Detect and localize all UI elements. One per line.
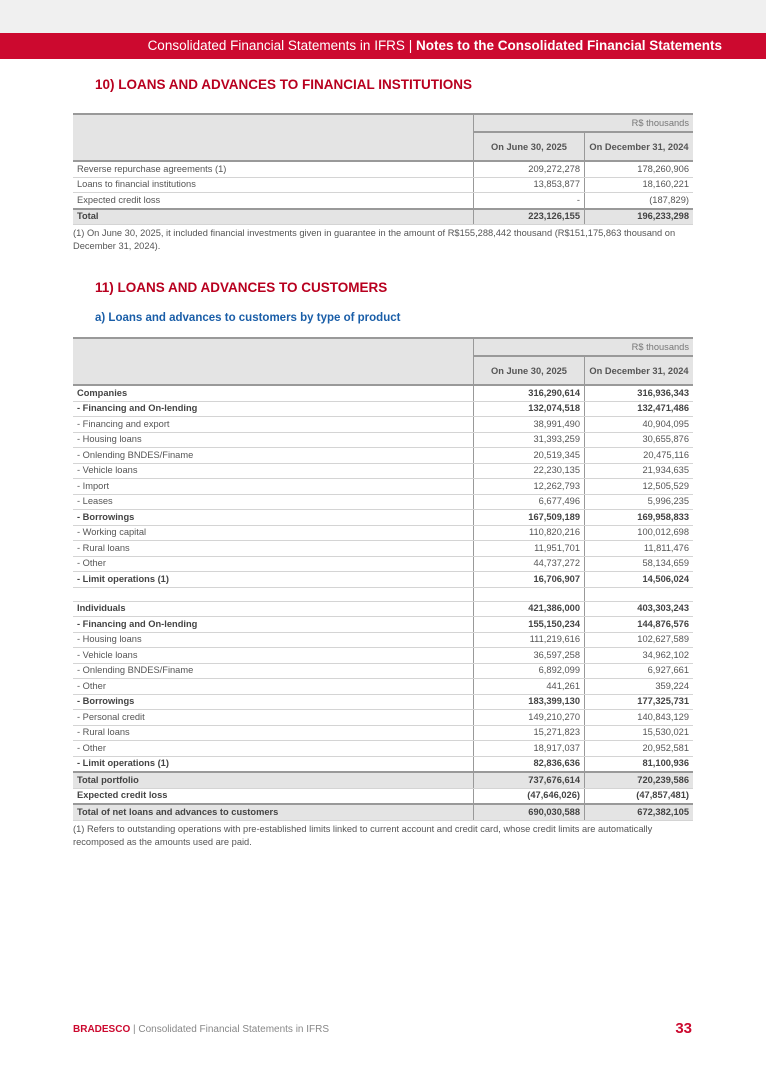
row-label: - Other [73,679,474,695]
value-june-2025: 111,219,616 [474,632,585,648]
value-june-2025: 167,509,189 [474,510,585,526]
value-june-2025: 12,262,793 [474,479,585,495]
value-dec-2024: 6,927,661 [585,663,694,679]
table-row [73,417,693,433]
value-dec-2024: 169,958,833 [585,510,694,526]
table-row [73,679,693,695]
value-dec-2024: 359,224 [585,679,694,695]
row-label: - Financing and On-lending [73,401,474,417]
value-june-2025: 38,991,490 [474,417,585,433]
value-june-2025: 16,706,907 [474,572,585,588]
header-blank [73,338,474,385]
row-label [73,587,474,601]
row-label: - Rural loans [73,541,474,557]
table-row [73,556,693,572]
value-june-2025: 13,853,877 [474,177,585,193]
value-june-2025: 110,820,216 [474,525,585,541]
table-row [73,525,693,541]
value-june-2025: 82,836,636 [474,756,585,772]
table-row [73,772,693,788]
value-dec-2024 [585,587,694,601]
value-june-2025: 132,074,518 [474,401,585,417]
row-label: - Borrowings [73,510,474,526]
value-june-2025: 18,917,037 [474,741,585,757]
value-dec-2024: 132,471,486 [585,401,694,417]
row-label: - Vehicle loans [73,463,474,479]
value-june-2025: 15,271,823 [474,725,585,741]
table-row [73,193,693,209]
section-11-footnote: (1) Refers to outstanding operations with pre-established limits linked to current account and credit card, whose credit limits are automatically recomposed as the amounts used are paid. [73,823,653,847]
value-dec-2024: 58,134,659 [585,556,694,572]
row-label: Total [73,209,474,225]
header-blank [73,114,474,161]
table-row [73,617,693,633]
value-dec-2024: 178,260,906 [585,161,694,177]
value-dec-2024: 20,952,581 [585,741,694,757]
value-dec-2024: 14,506,024 [585,572,694,588]
section-11-title: 11) LOANS AND ADVANCES TO CUSTOMERS [95,280,388,295]
table-row [73,725,693,741]
column-header-dec-2024: On December 31, 2024 [585,132,694,161]
brand-name: BRADESCO [73,1024,131,1035]
footer-separator: | [130,1024,139,1035]
value-june-2025: 183,399,130 [474,694,585,710]
table-row [73,401,693,417]
row-label: - Onlending BNDES/Finame [73,663,474,679]
value-dec-2024: (187,829) [585,193,694,209]
table-row [73,694,693,710]
row-label: Loans to financial institutions [73,177,474,193]
value-dec-2024: 196,233,298 [585,209,694,225]
row-label: - Housing loans [73,632,474,648]
column-header-dec-2024: On December 31, 2024 [585,356,694,385]
row-label: - Onlending BNDES/Finame [73,448,474,464]
row-label: Companies [73,385,474,401]
header-section-title: Notes to the Consolidated Financial Statements [415,38,722,53]
table-row [73,209,693,225]
table-row [73,510,693,526]
row-label: - Limit operations (1) [73,572,474,588]
table-row [73,804,693,820]
value-dec-2024: 11,811,476 [585,541,694,557]
row-label: - Financing and export [73,417,474,433]
table-row [73,648,693,664]
value-dec-2024: 15,530,021 [585,725,694,741]
value-june-2025: 11,951,701 [474,541,585,557]
value-dec-2024: 34,962,102 [585,648,694,664]
value-june-2025: 149,210,270 [474,710,585,726]
value-dec-2024: 144,876,576 [585,617,694,633]
value-dec-2024: 403,303,243 [585,601,694,617]
table-row [73,710,693,726]
row-label: Reverse repurchase agreements (1) [73,161,474,177]
value-dec-2024: 720,239,586 [585,772,694,788]
top-band [0,0,766,33]
header-banner [0,33,766,59]
value-june-2025: 316,290,614 [474,385,585,401]
header-doc-title: Consolidated Financial Statements in IFRS | [147,38,416,53]
value-june-2025 [474,587,585,601]
row-label: - Working capital [73,525,474,541]
value-june-2025: (47,646,026) [474,788,585,804]
value-dec-2024: 40,904,095 [585,417,694,433]
row-label: - Borrowings [73,694,474,710]
row-label: Expected credit loss [73,788,474,804]
row-label: - Vehicle loans [73,648,474,664]
value-june-2025: 22,230,135 [474,463,585,479]
table-row [73,741,693,757]
value-dec-2024: 30,655,876 [585,432,694,448]
table-row [73,541,693,557]
value-dec-2024: 100,012,698 [585,525,694,541]
footer-text: Consolidated Financial Statements in IFRS [138,1024,330,1035]
page-content [73,76,695,849]
page-footer [73,1024,329,1035]
value-june-2025: 6,892,099 [474,663,585,679]
table-row [73,663,693,679]
value-june-2025: 20,519,345 [474,448,585,464]
row-label: - Rural loans [73,725,474,741]
unit-label: R$ thousands [474,338,694,356]
row-label: Total of net loans and advances to customers [73,804,474,820]
table-row [73,788,693,804]
table-row [73,632,693,648]
row-label: - Financing and On-lending [73,617,474,633]
row-label: Individuals [73,601,474,617]
value-june-2025: 209,272,278 [474,161,585,177]
value-june-2025: 36,597,258 [474,648,585,664]
value-dec-2024: (47,857,481) [585,788,694,804]
table-row [73,572,693,588]
value-june-2025: 421,386,000 [474,601,585,617]
table-row [73,448,693,464]
table-row [73,587,693,601]
value-dec-2024: 102,627,589 [585,632,694,648]
value-june-2025: 441,261 [474,679,585,695]
value-dec-2024: 21,934,635 [585,463,694,479]
table-row [73,756,693,772]
value-dec-2024: 140,843,129 [585,710,694,726]
column-header-june-2025: On June 30, 2025 [474,132,585,161]
column-header-june-2025: On June 30, 2025 [474,356,585,385]
value-june-2025: 44,737,272 [474,556,585,572]
value-dec-2024: 81,100,936 [585,756,694,772]
row-label: - Limit operations (1) [73,756,474,772]
value-june-2025: 737,676,614 [474,772,585,788]
table-row [73,177,693,193]
table-row [73,432,693,448]
value-dec-2024: 5,996,235 [585,494,694,510]
row-label: Total portfolio [73,772,474,788]
row-label: - Personal credit [73,710,474,726]
value-june-2025: - [474,193,585,209]
table-row [73,385,693,401]
value-june-2025: 6,677,496 [474,494,585,510]
section-10-footnote: (1) On June 30, 2025, it included financial investments given in guarantee in the amount of R$155,288,442 thousand (R$151,175,863 thousand on December 31, 2024). [73,228,676,251]
value-dec-2024: 20,475,116 [585,448,694,464]
table-row [73,494,693,510]
value-dec-2024: 177,325,731 [585,694,694,710]
table-row [73,601,693,617]
section-11a-subtitle: a) Loans and advances to customers by type of product [95,312,401,324]
row-label: - Other [73,741,474,757]
value-june-2025: 155,150,234 [474,617,585,633]
table-row [73,161,693,177]
row-label: - Housing loans [73,432,474,448]
row-label: - Import [73,479,474,495]
unit-label: R$ thousands [474,114,694,132]
value-dec-2024: 316,936,343 [585,385,694,401]
value-dec-2024: 672,382,105 [585,804,694,820]
value-june-2025: 690,030,588 [474,804,585,820]
value-june-2025: 223,126,155 [474,209,585,225]
table-row [73,479,693,495]
section-10-title: 10) LOANS AND ADVANCES TO FINANCIAL INSTITUTIONS [95,77,473,92]
value-dec-2024: 12,505,529 [585,479,694,495]
row-label: - Leases [73,494,474,510]
table-loans-financial-institutions [73,113,693,225]
page-number: 33 [675,1020,692,1037]
row-label: Expected credit loss [73,193,474,209]
value-dec-2024: 18,160,221 [585,177,694,193]
row-label: - Other [73,556,474,572]
value-june-2025: 31,393,259 [474,432,585,448]
table-loans-customers-by-product [73,337,693,821]
table-row [73,463,693,479]
